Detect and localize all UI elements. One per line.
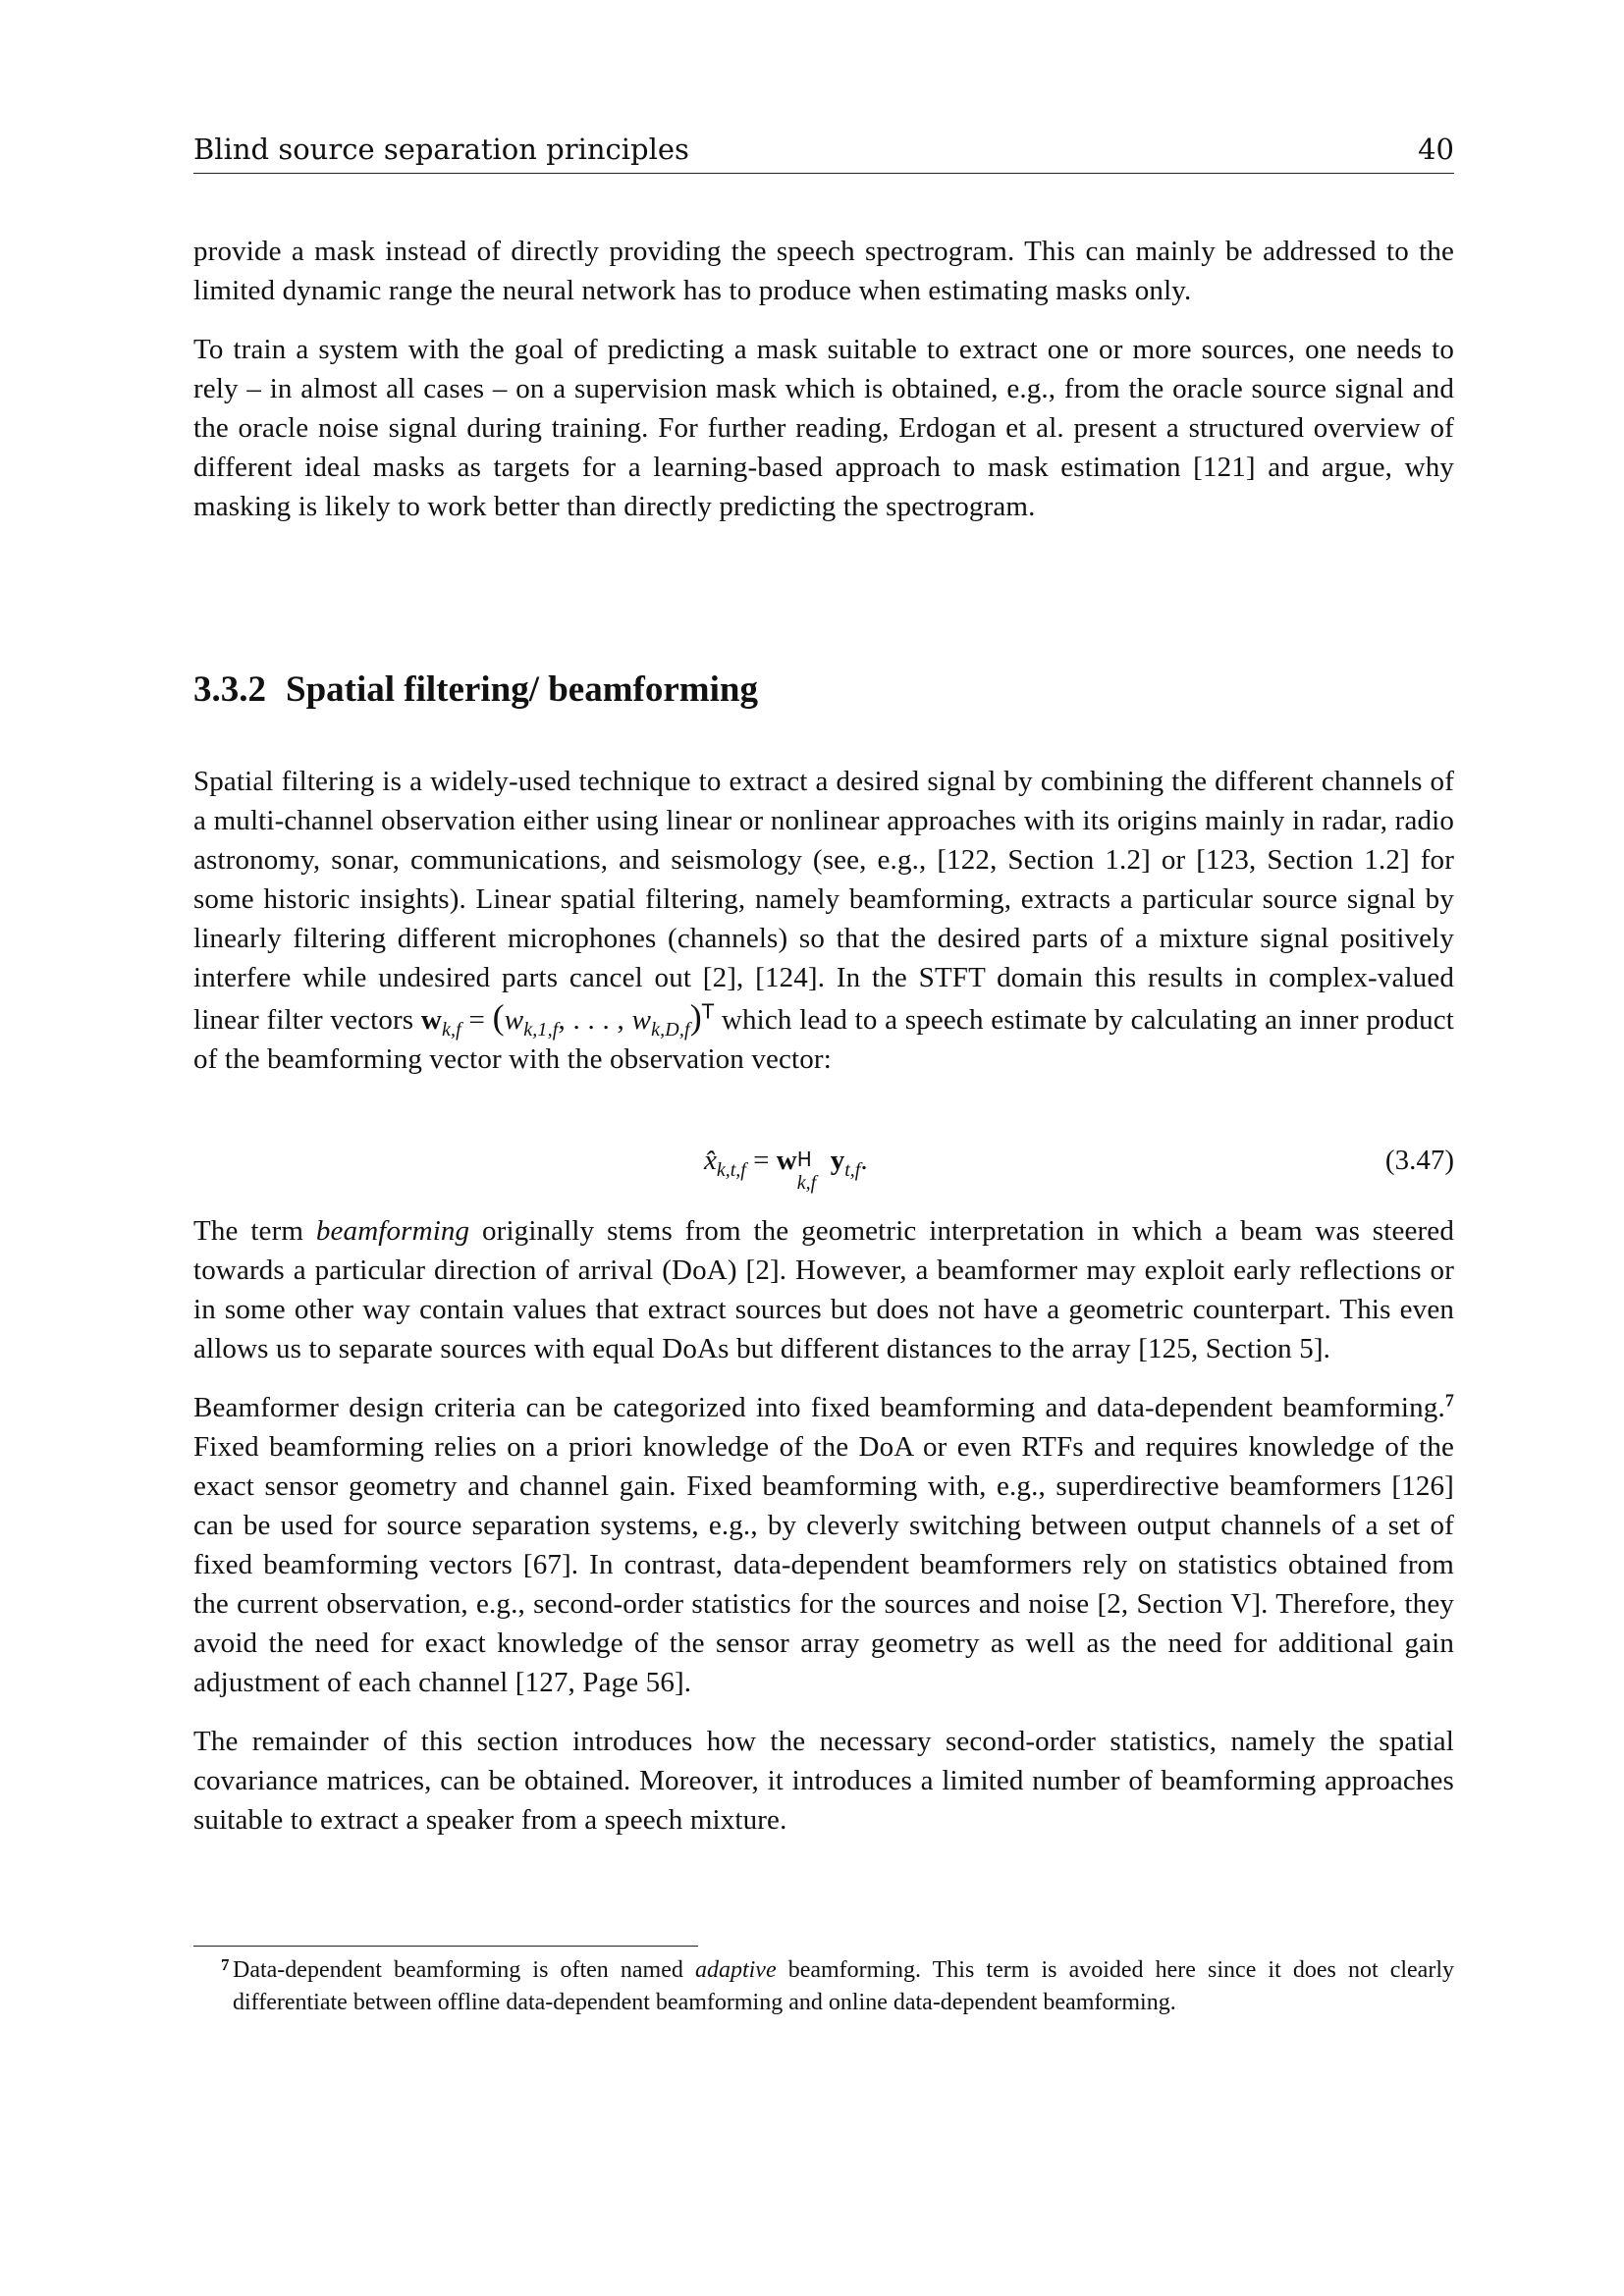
eq-y: y — [830, 1145, 845, 1176]
paragraph-spatial-4: The remainder of this section introduces how the necessary second-order statistics, namely the spatial covariance matrices, can be obtained. Moreover, it introduces a limited number of beamforming approaches suitable to extract a speaker from a speech mixture. — [193, 1726, 1454, 1836]
section-text-bottom — [193, 1211, 1454, 1859]
eq-w: w — [776, 1145, 797, 1176]
eq-y-sub: t,f — [844, 1158, 861, 1181]
footnote-mark: 7 — [221, 1955, 230, 1974]
math-transpose: T — [701, 999, 715, 1024]
paragraph-spatial-1 — [193, 762, 1454, 1079]
section-title: Spatial filtering/ beamforming — [286, 669, 758, 710]
eq-equals: = — [745, 1145, 777, 1176]
math-close-paren: ) — [689, 997, 702, 1037]
document-page — [193, 0, 1454, 2296]
math-wD: w — [631, 1004, 652, 1036]
footnote-post: beamforming. This term is avoided here since it does not clearly differentiate between offline data-dependent beamforming and online data-dependent beamforming. — [233, 1957, 1454, 2015]
eq-w-sup: H — [796, 1148, 812, 1171]
math-w-vector: w — [420, 1004, 442, 1036]
sp3-post: Fixed beamforming relies on a priori knowledge of the DoA or even RTFs and requires knowledge of the exact sensor geometry and channel gain. Fixed beamforming with, e.g., superdirective beamformers [126] can be used for source separation systems, e.g., by cleverly switching between output channels of a set of fixed beamforming vectors [67]. In contrast, data-dependent beamformers rely on statistics obtained from the current observation, e.g., second-order statistics for the sources and noise [2, Section V]. Therefore, they avoid the need for exact knowledge of the sensor array geometry as well as the need for additional gain adjustment of each channel [127, Page 56]. — [193, 1431, 1454, 1698]
spatial-text-b: which lead to a speech estimate by calculating an inner product of the beamforming vector with the observation vector: — [193, 1004, 1455, 1075]
eq-w-sub: k,f — [796, 1172, 817, 1194]
math-eq: = — [460, 1004, 493, 1036]
eq-xhat-sub: k,t,f — [716, 1158, 746, 1181]
sp2-post: originally stems from the geometric interpretation in which a beam was steered towards a particular direction of arrival (DoA) [2]. However, a beamformer may exploit early reflections or in some other way contain values that extract sources but does not have a geometric counterpart. This even allows us to separate sources with equal DoAs but different distances to the array [125, Section 5]. — [193, 1215, 1454, 1364]
math-wD-sub: k,D,f — [651, 1018, 690, 1041]
footnote-emphasis: adaptive — [694, 1957, 777, 1983]
math-ellipsis: , . . . , — [558, 1004, 632, 1036]
spatial-text-a: Spatial filtering is a widely-used technique to extract a desired signal by combining the different channels of a multi-channel observation either using linear or nonlinear approaches with its origins mainly in radar, radio astronomy, sonar, communications, and seismology (see, e.g., [122, Section 1.2] or [123, Section 1.2] for some historic insights). Linear spatial filtering, namely beamforming, extracts a particular source signal by linearly filtering different microphones (channels) so that the desired parts of a mixture signal positively interfere while undesired parts cancel out [2], [124]. In the STFT domain this results in complex-valued linear filter vectors — [193, 766, 1454, 1036]
sp2-pre: The term — [193, 1215, 316, 1247]
page-number: 40 — [1418, 133, 1454, 166]
footnote-7 — [221, 1954, 1454, 2019]
math-open-paren: ( — [492, 997, 505, 1037]
math-w-sub: k,f — [441, 1018, 461, 1041]
paragraph-spatial-2 — [193, 1211, 1454, 1368]
footnote-pre: Data-dependent beamforming is often named — [233, 1957, 695, 1983]
equation-3-47 — [193, 1141, 1454, 1194]
footnote-reference-7[interactable]: 7 — [1444, 1390, 1454, 1411]
paragraph-spatial-3 — [193, 1388, 1454, 1702]
section-heading — [193, 667, 758, 713]
math-w1: w — [504, 1004, 524, 1036]
sp3-pre: Beamformer design criteria can be categorized into fixed beamforming and data-dependent beamforming. — [193, 1392, 1445, 1423]
eq-xhat: x̂ — [704, 1145, 717, 1176]
equation-number: (3.47) — [1384, 1145, 1454, 1176]
intro-text — [193, 232, 1454, 546]
footnote-divider — [193, 1946, 698, 1947]
paragraph-intro-1: provide a mask instead of directly providing the speech spectrogram. This can mainly be addressed to the limited dynamic range the neural network has to produce when estimating masks only. — [193, 236, 1454, 306]
equation-body — [704, 1141, 868, 1194]
running-header — [193, 130, 1454, 174]
eq-period: . — [860, 1145, 868, 1176]
section-number: 3.3.2 — [193, 669, 266, 710]
running-title: Blind source separation principles — [193, 133, 689, 166]
sp2-emphasis: beamforming — [315, 1215, 470, 1247]
section-text-top — [193, 762, 1454, 1098]
paragraph-intro-2: To train a system with the goal of predicting a mask suitable to extract one or more sources, one needs to rely – in almost all cases – on a supervision mask which is obtained, e.g., from the oracle source signal and the oracle noise signal during training. For further reading, Erdogan et al. present a structured overview of different ideal masks as targets for a learning-based approach to mask estimation [121] and argue, why masking is likely to work better than directly predicting the spectrogram. — [193, 334, 1454, 522]
math-w1-sub: k,1,f — [523, 1018, 559, 1041]
